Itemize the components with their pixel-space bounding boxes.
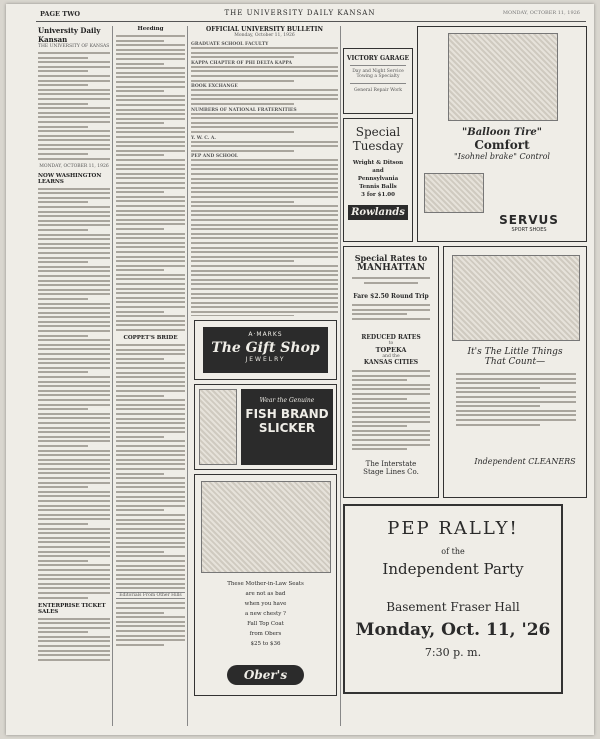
bulletin-item: BOOK EXCHANGE (191, 84, 238, 90)
reduced-rates: REDUCED RATES (361, 334, 421, 341)
gift-shop-name: The Gift Shop (211, 340, 320, 356)
obers-line: a new chesty ? (245, 611, 286, 617)
pep-rally-time: 7:30 p. m. (424, 646, 482, 659)
car-illustration (201, 481, 331, 573)
manhattan-fare: Fare $2.50 Round Trip (353, 293, 429, 300)
fish-brand-name: FISH BRAND (245, 407, 329, 421)
cleaners-head2: That Count— (484, 357, 546, 367)
obers-price: $25 to $36 (250, 641, 281, 647)
obers-line: when you have (244, 601, 287, 607)
bulletin-item: NUMBERS OF NATIONAL FRATERNITIES (191, 107, 297, 113)
victory-garage-line: Towing a Specialty (356, 74, 400, 79)
bulletin-subtitle: Monday, October 11, 1926 (234, 33, 295, 38)
cleaners-illustration (452, 255, 580, 341)
pep-rally-ad (343, 504, 563, 694)
balloon-tire-ad (417, 26, 587, 242)
header-rule (36, 21, 586, 22)
fish-brand-top: Wear the Genuine (259, 397, 315, 404)
masthead-date: MONDAY, OCTOBER 11, 1926 (39, 163, 109, 169)
interstate: The Interstate (365, 460, 417, 468)
bulletin-item: KAPPA CHAPTER OF PHI DELTA KAPPA (191, 60, 292, 66)
victory-garage-ad (343, 48, 413, 114)
servus-brand: SERVUS (499, 213, 559, 227)
headline-enterprise: ENTERPRISE TICKET SALES (38, 602, 106, 615)
cleaners-name: Independent CLEANERS (474, 457, 576, 466)
pep-rally-party: Independent Party (382, 560, 524, 578)
bulletin-item: PEP AND SCHOOL (191, 154, 238, 160)
gift-shop-top: A·MARKS (248, 331, 283, 338)
manhattan-rates-ad (343, 246, 439, 498)
shoe-sole-illustration (424, 173, 484, 213)
headline-washington: NOW WASHINGTON LEARNS (38, 172, 102, 185)
obers-line: from Obers (249, 631, 282, 637)
masthead-subtitle: THE UNIVERSITY OF KANSAS (38, 44, 110, 49)
heading-editorials: Editorials From Other Hills (116, 592, 185, 599)
gift-shop-ad (194, 320, 337, 380)
tuesday-body: Tennis Balls (359, 184, 397, 190)
bulletin-item: Y. W. C. A. (191, 135, 216, 141)
obers-line: Fall Top Coat (247, 621, 284, 627)
special-tuesday-ad (343, 118, 413, 242)
special-tuesday-title2: Tuesday (352, 139, 404, 153)
pep-rally-date: Monday, Oct. 11, '26 (355, 620, 551, 640)
bulletin-title: OFFICIAL UNIVERSITY BULLETIN (206, 26, 323, 33)
special-tuesday-title: Special (355, 125, 401, 139)
heading-heeding: Heeding (137, 26, 164, 32)
and-the: and the (382, 354, 400, 359)
bulletin-item: GRADUATE SCHOOL FACULTY (191, 42, 269, 47)
balloon-tire-sub: Comfort (474, 138, 530, 152)
column-divider (112, 26, 113, 726)
rowlands-logo: Rowlands (348, 205, 408, 220)
shoe-illustration (448, 33, 558, 121)
obers-line: These Mother-in-Law Seats (227, 581, 304, 587)
pep-rally-title: PEP RALLY! (387, 518, 519, 539)
manhattan-title2: MANHATTAN (357, 263, 425, 273)
paper-name: THE UNIVERSITY DAILY KANSAN (224, 9, 376, 17)
reduced-to: to (388, 341, 394, 346)
obers-logo: Ober's (227, 665, 304, 685)
servus-sub: SPORT SHOES (511, 227, 547, 233)
balloon-tire-title: "Balloon Tire" (462, 127, 542, 138)
kansas-cities: KANSAS CITIES (363, 359, 419, 366)
column-1 (38, 26, 110, 726)
page-header (6, 8, 594, 20)
tuesday-body: and (372, 168, 384, 174)
newspaper-page (6, 4, 594, 735)
bulletin-column (191, 26, 338, 316)
obers-ad (194, 474, 337, 696)
cleaners-ad (443, 246, 587, 498)
heading-coppets-bride: COPPET'S BRIDE (123, 335, 178, 341)
tuesday-body: Wright & Ditson (352, 160, 404, 166)
tuesday-body: Pennsylvania (357, 176, 399, 182)
cleaners-head: It's The Little Things (467, 347, 563, 357)
gift-shop-sub: JEWELRY (245, 356, 286, 363)
header-date: MONDAY, OCTOBER 11, 1926 (502, 10, 580, 16)
victory-garage-line: General Repair Work (353, 88, 403, 93)
fish-brand-name2: SLICKER (258, 421, 316, 435)
tuesday-price: 3 for $1.00 (361, 192, 395, 198)
interstate2: Stage Lines Co. (363, 468, 419, 476)
masthead-title: University Daily Kansan (38, 26, 101, 44)
topeka: TOPEKA (375, 346, 407, 354)
balloon-tire-sub2: "Isohnel brake" Control (454, 152, 550, 161)
victory-garage-line: Day and Night Service (352, 69, 404, 74)
page-label: PAGE TWO (40, 10, 81, 18)
pep-rally-of: of the (441, 547, 465, 556)
pep-rally-place: Basement Fraser Hall (386, 600, 520, 614)
manhattan-title: Special Rates to (354, 253, 428, 263)
obers-line: are not as bad (245, 591, 286, 597)
column-2 (116, 26, 185, 726)
column-divider (187, 26, 188, 726)
fish-brand-ad (194, 384, 337, 470)
victory-garage-name: VICTORY GARAGE (346, 55, 410, 62)
fisherman-illustration (199, 389, 237, 465)
column-divider (340, 26, 341, 726)
